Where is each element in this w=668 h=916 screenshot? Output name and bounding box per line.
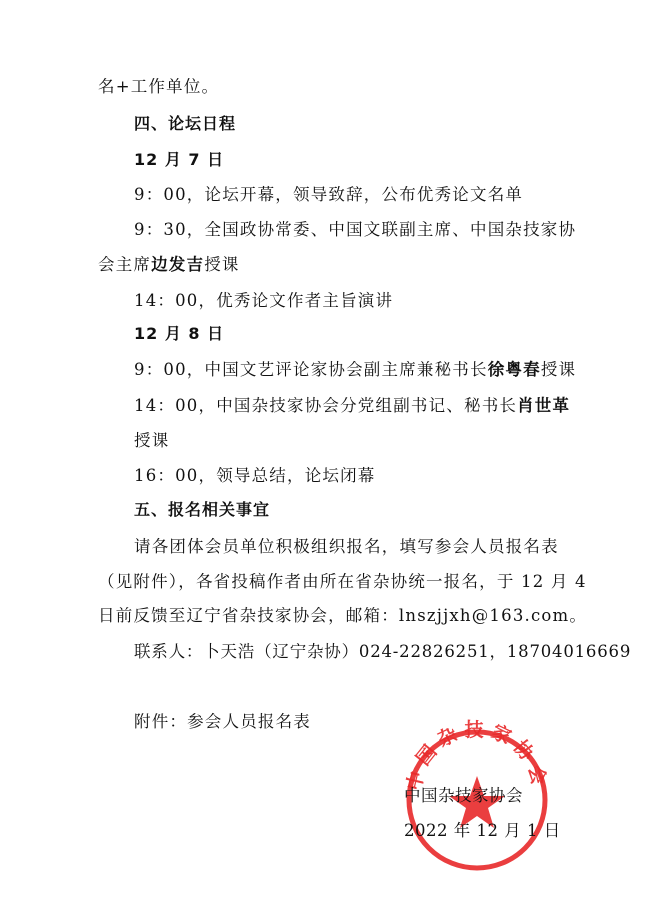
text-line: 名+工作单位。	[98, 77, 220, 96]
signature-org: 中国杂技家协会	[404, 786, 523, 805]
text-line: 请各团体会员单位积极组织报名，填写参会人员报名表	[134, 537, 559, 556]
text-line: 授课	[134, 431, 170, 450]
seal-text: 中国杂技家协会	[403, 718, 551, 793]
text-line: 日前反馈至辽宁省杂技家协会，邮箱：lnszjjxh@163.com。	[98, 606, 588, 625]
attachment-line: 附件：参会人员报名表	[134, 712, 311, 731]
date-heading: 12 月 8 日	[134, 324, 225, 343]
text-line: 9：00，论坛开幕，领导致辞，公布优秀论文名单	[134, 185, 524, 204]
text-line	[134, 395, 570, 417]
speaker-name: 边发吉	[151, 255, 205, 274]
contact-line: 联系人：卜天浩（辽宁杂协）024-22826251，18704016669	[134, 642, 632, 661]
date-heading: 12 月 7 日	[134, 150, 225, 169]
text-line: 9：30，全国政协常委、中国文联副主席、中国杂技家协	[134, 220, 577, 239]
text-line	[98, 254, 240, 276]
text-span: 会主席	[98, 255, 152, 274]
text-span: 9：00，中国文艺评论家协会副主席兼秘书长	[134, 360, 488, 379]
signature-date: 2022 年 12 月 1 日	[404, 821, 561, 840]
speaker-name: 肖世革	[517, 396, 571, 415]
speaker-name: 徐粤春	[487, 360, 541, 379]
text-span: 14：00，中国杂技家协会分党组副书记、秘书长	[134, 396, 518, 415]
text-line	[134, 359, 576, 381]
section-heading: 四、论坛日程	[134, 114, 237, 133]
text-span: 授课	[540, 360, 577, 379]
section-heading: 五、报名相关事宜	[134, 500, 271, 519]
text-span: 授课	[204, 255, 240, 274]
text-line: 16：00，领导总结，论坛闭幕	[134, 466, 376, 485]
text-line: 14：00，优秀论文作者主旨演讲	[134, 291, 394, 310]
text-line: （见附件），各省投稿作者由所在省杂协统一报名，于 12 月 4	[98, 572, 587, 591]
